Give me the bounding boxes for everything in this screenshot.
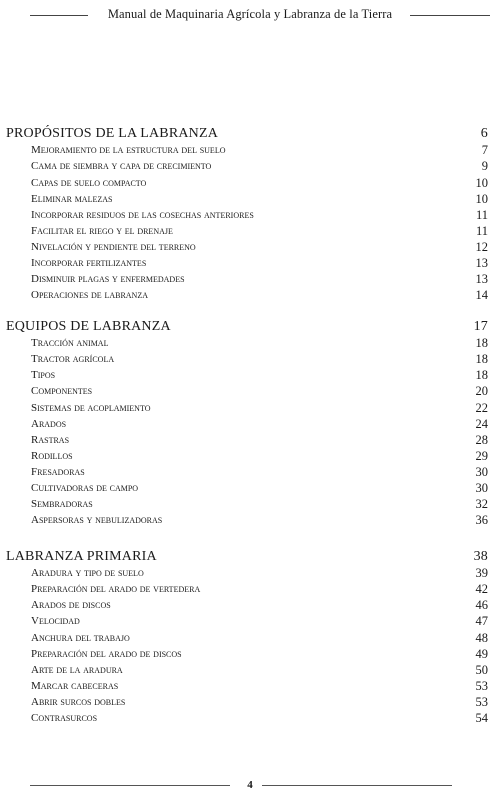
entry-page: 50: [475, 663, 488, 677]
entry-label: Rastras: [31, 434, 70, 446]
entry-label: Tracción animal: [31, 337, 109, 349]
entry-page: 24: [475, 417, 488, 431]
section-page: 38: [473, 549, 488, 564]
header-title: Manual de Maquinaria Agrícola y Labranza de la Tierra: [107, 6, 393, 21]
entry-label: Preparación del arado de discos: [31, 648, 182, 660]
entry-label: Mejoramiento de la estructura del suelo: [31, 144, 226, 156]
entry-page: 14: [475, 288, 488, 302]
toc-entry: [31, 352, 488, 366]
entry-page: 12: [475, 240, 488, 254]
entry-page: 30: [475, 465, 488, 479]
toc-entry: [31, 695, 488, 709]
entry-page: 42: [475, 582, 488, 596]
entry-page: 18: [475, 352, 488, 366]
entry-label: Cultivadoras de campo: [31, 482, 139, 494]
entry-page: 18: [475, 336, 488, 350]
toc-entry: [31, 614, 488, 628]
page-number: 4: [247, 779, 253, 791]
toc-entry: [31, 449, 488, 463]
toc-entry: [31, 384, 488, 398]
entry-label: Incorporar fertilizantes: [31, 257, 147, 269]
section-title: EQUIPOS DE LABRANZA: [6, 319, 171, 334]
entry-page: 32: [475, 497, 488, 511]
entry-page: 10: [475, 176, 488, 190]
section-title: PROPÓSITOS DE LA LABRANZA: [6, 126, 219, 141]
entry-page: 18: [475, 368, 488, 382]
toc-entry: [31, 513, 488, 527]
section-heading: [6, 126, 488, 142]
entry-page: 30: [475, 481, 488, 495]
entry-label: Aradura y tipo de suelo: [31, 567, 144, 579]
entry-page: 13: [475, 256, 488, 270]
entry-label: Disminuir plagas y enfermedades: [31, 273, 185, 285]
entry-label: Fresadoras: [31, 466, 85, 478]
entry-label: Eliminar malezas: [31, 193, 113, 205]
page-footer: [0, 778, 495, 792]
toc-entry: [31, 465, 488, 479]
toc-entry: [31, 663, 488, 677]
footer-rule-left: [30, 785, 230, 786]
entry-label: Incorporar residuos de las cosechas anteriores: [31, 209, 254, 221]
entry-page: 28: [475, 433, 488, 447]
entry-page: 39: [475, 566, 488, 580]
toc-entry: [31, 159, 488, 173]
toc-entry: [31, 433, 488, 447]
entry-label: Aspersoras y nebulizadoras: [31, 514, 163, 526]
toc-entry: [31, 272, 488, 286]
toc-entry: [31, 598, 488, 612]
running-header: [0, 6, 495, 22]
toc-entry: [31, 566, 488, 580]
entry-label: Arados: [31, 418, 67, 430]
entry-label: Marcar cabeceras: [31, 680, 119, 692]
entry-label: Tipos: [31, 369, 56, 381]
toc-entry: [31, 336, 488, 350]
entry-page: 53: [475, 679, 488, 693]
section-heading: [6, 549, 488, 565]
toc-entry: [31, 481, 488, 495]
entry-label: Rodillos: [31, 450, 73, 462]
section-heading: [6, 319, 488, 335]
entry-page: 13: [475, 272, 488, 286]
toc-entry: [31, 497, 488, 511]
entry-label: Operaciones de labranza: [31, 289, 149, 301]
toc-entry: [31, 288, 488, 302]
entry-page: 49: [475, 647, 488, 661]
entry-label: Tractor agrícola: [31, 353, 115, 365]
toc-entry: [31, 582, 488, 596]
entry-label: Componentes: [31, 385, 93, 397]
toc-entry: [31, 143, 488, 157]
entry-page: 20: [475, 384, 488, 398]
toc-entry: [31, 679, 488, 693]
entry-page: 7: [481, 143, 488, 157]
entry-page: 48: [475, 631, 488, 645]
entry-page: 11: [475, 224, 488, 238]
entry-label: Velocidad: [31, 615, 80, 627]
toc-entry: [31, 417, 488, 431]
entry-page: 22: [475, 401, 488, 415]
entry-label: Anchura del trabajo: [31, 632, 130, 644]
entry-label: Abrir surcos dobles: [31, 696, 126, 708]
entry-label: Arte de la aradura: [31, 664, 123, 676]
toc-entry: [31, 176, 488, 190]
toc-entry: [31, 192, 488, 206]
entry-page: 11: [475, 208, 488, 222]
entry-page: 9: [481, 159, 488, 173]
entry-label: Capas de suelo compacto: [31, 177, 147, 189]
entry-label: Arados de discos: [31, 599, 111, 611]
entry-label: Sistemas de acoplamiento: [31, 402, 151, 414]
header-rule-left: [30, 15, 88, 16]
header-rule-right: [410, 15, 490, 16]
entry-page: 53: [475, 695, 488, 709]
toc-entry: [31, 368, 488, 382]
entry-label: Preparación del arado de vertedera: [31, 583, 201, 595]
toc-entry: [31, 401, 488, 415]
entry-label: Facilitar el riego y el drenaje: [31, 225, 173, 237]
toc-entry: [31, 208, 488, 222]
entry-label: Sembradoras: [31, 498, 93, 510]
section-title: LABRANZA PRIMARIA: [6, 549, 157, 564]
section-page: 6: [480, 126, 488, 141]
entry-label: Contrasurcos: [31, 712, 98, 724]
entry-label: Nivelación y pendiente del terreno: [31, 241, 196, 253]
toc-entry: [31, 256, 488, 270]
entry-label: Cama de siembra y capa de crecimiento: [31, 160, 212, 172]
toc-entry: [31, 631, 488, 645]
toc-entry: [31, 224, 488, 238]
entry-page: 47: [475, 614, 488, 628]
entry-page: 54: [475, 711, 488, 725]
entry-page: 36: [475, 513, 488, 527]
section-page: 17: [473, 319, 488, 334]
toc-entry: [31, 647, 488, 661]
footer-rule-right: [262, 785, 452, 786]
entry-page: 46: [475, 598, 488, 612]
entry-page: 10: [475, 192, 488, 206]
entry-page: 29: [475, 449, 488, 463]
toc-entry: [31, 240, 488, 254]
toc-entry: [31, 711, 488, 725]
